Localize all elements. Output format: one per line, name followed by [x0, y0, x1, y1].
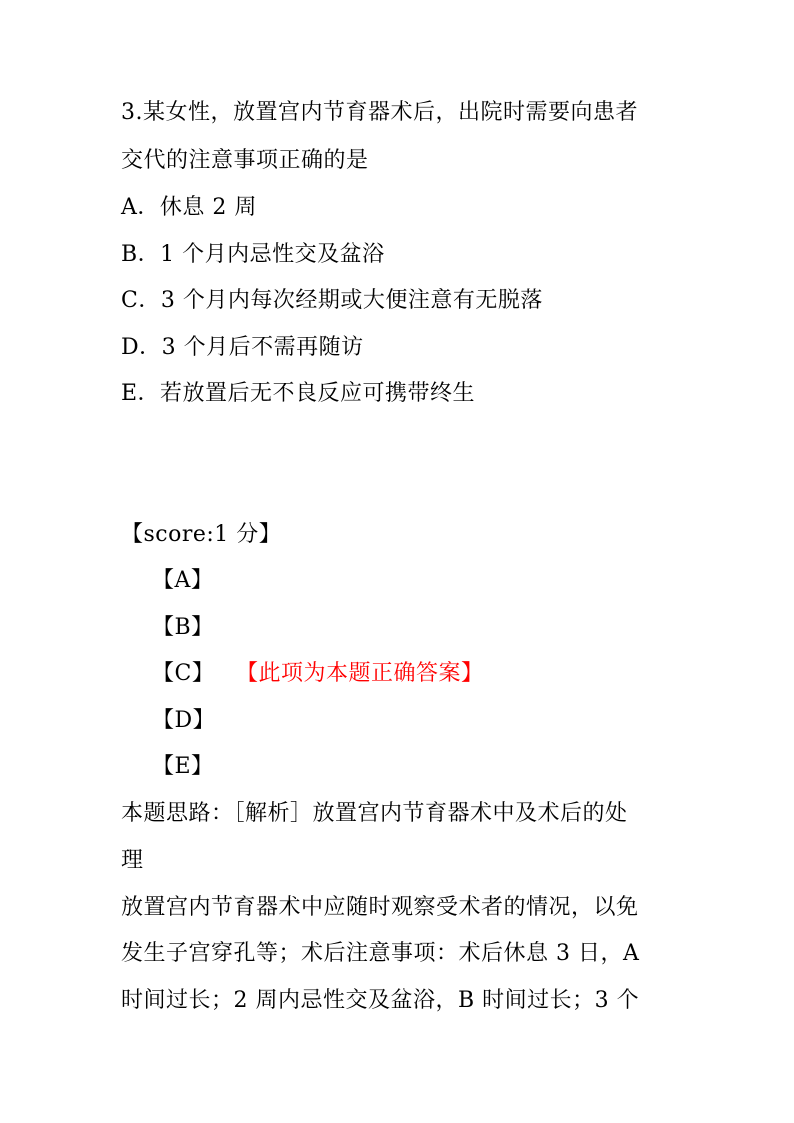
option-a: A．休息 2 周 — [121, 195, 257, 220]
answer-row-d — [152, 706, 215, 736]
answer-row-c — [152, 659, 612, 689]
option-c: C．3 个月内每次经期或大便注意有无脱落 — [121, 288, 543, 313]
explanation-line-4: 发生子宫穿孔等；术后注意事项：术后休息 3 日，A — [121, 941, 640, 966]
explanation-line-1: 本题思路：［解析］放置宫内节育器术中及术后的处 — [121, 801, 628, 826]
explanation-line-2: 理 — [121, 848, 144, 873]
explanation-line-5: 时间过长；2 周内忌性交及盆浴，B 时间过长；3 个 — [121, 988, 640, 1013]
answer-label-d: 【D】 — [152, 708, 216, 733]
option-b: B．1 个月内忌性交及盆浴 — [121, 242, 385, 267]
answer-label-c: 【C】 — [152, 661, 215, 686]
option-e: E．若放置后无不良反应可携带终生 — [121, 381, 476, 406]
answer-label-e: 【E】 — [152, 754, 214, 779]
answer-row-a — [152, 566, 213, 596]
correct-answer-tag: 【此项为本题正确答案】 — [236, 661, 484, 686]
explanation-line-3: 放置宫内节育器术中应随时观察受术者的情况，以免 — [121, 895, 639, 920]
answer-row-e — [152, 752, 214, 782]
question-stem-line-2: 交代的注意事项正确的是 — [121, 148, 369, 173]
answer-label-b: 【B】 — [152, 615, 214, 640]
answer-row-b — [152, 613, 214, 643]
question-stem-line-1: 3.某女性，放置宫内节育器术后，出院时需要向患者 — [121, 100, 638, 125]
option-d: D．3 个月后不需再随访 — [121, 335, 364, 360]
answer-label-a: 【A】 — [152, 568, 214, 593]
score-label: 【score:1 分】 — [121, 522, 282, 547]
